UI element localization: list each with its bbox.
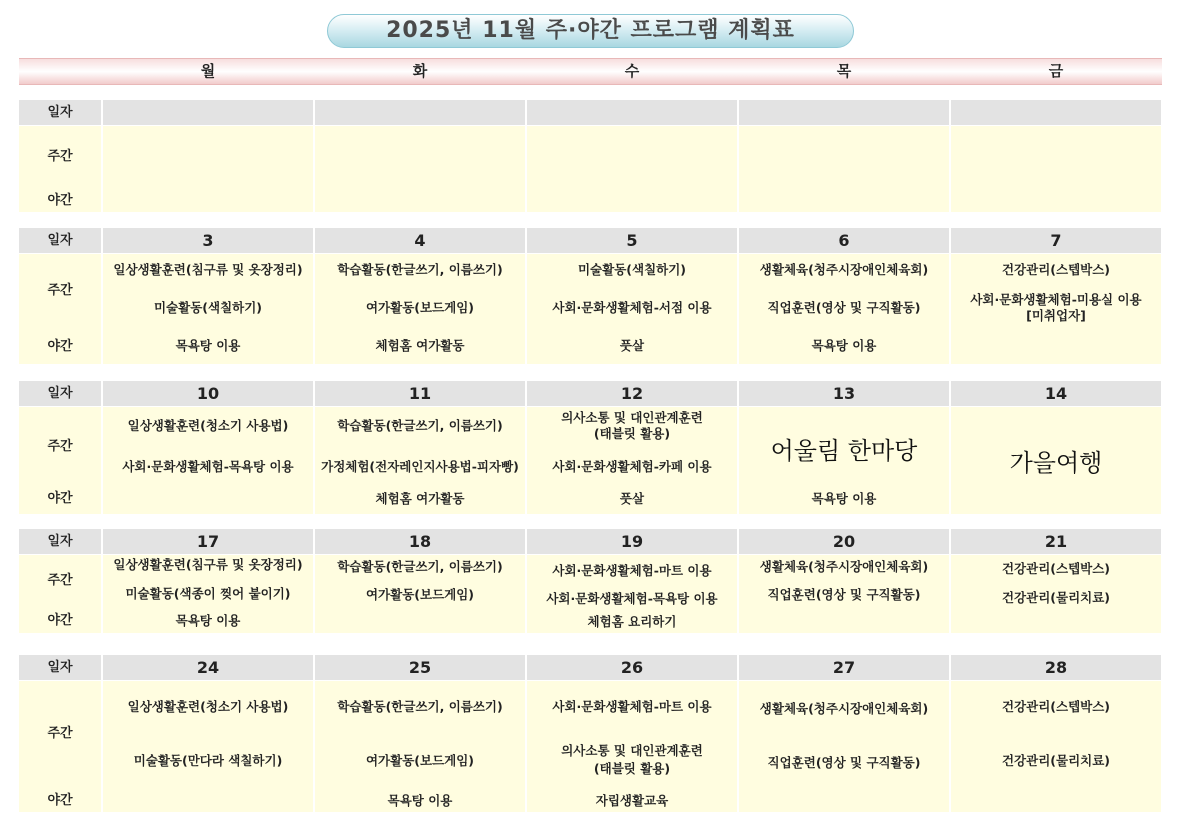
day-cell	[103, 126, 313, 212]
date-row-label: 일자	[47, 105, 73, 120]
date-number: 10	[196, 384, 220, 403]
program-item: 체험홈 요리하기	[587, 614, 677, 629]
program-item: 직업훈련(영상 및 구직활동)	[767, 755, 921, 770]
program-item: 건강관리(스텝박스)	[1001, 262, 1111, 277]
day-cell	[315, 126, 525, 212]
program-item: 건강관리(물리치료)	[1001, 590, 1111, 605]
date-number	[315, 100, 525, 125]
date-number: 26	[620, 658, 644, 677]
program-item: 목욕탕 이용	[175, 338, 241, 353]
date-number	[527, 100, 737, 125]
night-row-label: 야간	[47, 613, 73, 628]
program-item: 의사소통 및 대인관계훈련	[561, 743, 703, 758]
program-item: 생활체육(청주시장애인체육회)	[759, 559, 929, 574]
event-title: 가을여행	[1009, 449, 1103, 477]
program-item: 체험홈 여가활동	[375, 338, 465, 353]
program-item: 여가활동(보드게임)	[365, 587, 475, 602]
day-cell	[527, 126, 737, 212]
program-item: [미취업자]	[1026, 308, 1086, 323]
event-title: 어울림 한마당	[770, 437, 918, 465]
date-number: 14	[1044, 384, 1068, 403]
date-number: 28	[1044, 658, 1068, 677]
program-item: (태블릿 활용)	[593, 426, 671, 441]
date-number: 12	[620, 384, 644, 403]
date-number: 25	[408, 658, 432, 677]
weekday-thu: 목	[836, 62, 852, 80]
day-cell	[951, 126, 1161, 212]
program-item: 건강관리(물리치료)	[1001, 753, 1111, 768]
program-item: 일상생활훈련(청소기 사용법)	[127, 699, 289, 714]
program-item: 학습활동(한글쓰기, 이름쓰기)	[337, 699, 503, 714]
program-item: 일상생활훈련(침구류 및 옷장정리)	[113, 262, 303, 277]
date-number: 11	[408, 384, 432, 403]
day-cell	[739, 126, 949, 212]
week-block	[19, 655, 1162, 812]
week-block	[19, 228, 1162, 364]
day-row-label: 주간	[47, 726, 73, 741]
day-row-label: 주간	[47, 283, 73, 298]
program-item: 학습활동(한글쓰기, 이름쓰기)	[337, 418, 503, 433]
date-row-label: 일자	[47, 660, 73, 675]
date-number: 21	[1044, 532, 1068, 551]
weekday-header	[19, 58, 1162, 85]
program-item: 풋살	[619, 338, 645, 353]
date-number: 19	[620, 532, 644, 551]
day-row-label: 주간	[47, 149, 73, 164]
date-number: 18	[408, 532, 432, 551]
date-row-label: 일자	[47, 233, 73, 248]
date-number: 13	[832, 384, 856, 403]
program-item: 목욕탕 이용	[811, 491, 877, 506]
program-item: 사회·문화생활체험-서점 이용	[552, 300, 712, 315]
program-item: 목욕탕 이용	[811, 338, 877, 353]
night-row-label: 야간	[47, 491, 73, 506]
program-item: 자립생활교육	[595, 793, 669, 808]
date-number: 5	[626, 231, 638, 250]
date-number	[951, 100, 1161, 125]
program-item: 여가활동(보드게임)	[365, 300, 475, 315]
program-item: 목욕탕 이용	[175, 613, 241, 628]
week-block	[19, 100, 1162, 212]
program-item: 미술활동(색칠하기)	[577, 262, 687, 277]
weekday-fri: 금	[1048, 62, 1064, 80]
program-item: 건강관리(스텝박스)	[1001, 561, 1111, 576]
weekday-wed: 수	[624, 62, 640, 80]
date-number: 3	[202, 231, 214, 250]
program-item: 생활체육(청주시장애인체육회)	[759, 262, 929, 277]
program-item: 의사소통 및 대인관계훈련	[561, 410, 703, 425]
program-item: 사회·문화생활체험-목욕탕 이용	[546, 591, 718, 606]
week-block	[19, 529, 1162, 633]
page-title: 2025년 11월 주·야간 프로그램 계획표	[327, 14, 854, 48]
week-block	[19, 381, 1162, 514]
night-row-label: 야간	[47, 793, 73, 808]
program-item: 미술활동(만다라 색칠하기)	[133, 753, 283, 768]
day-row-label: 주간	[47, 439, 73, 454]
program-item: 가정체험(전자레인지사용법-피자빵)	[321, 459, 519, 474]
program-item: 사회·문화생활체험-마트 이용	[552, 563, 712, 578]
weekday-tue: 화	[412, 62, 428, 80]
program-item: 사회·문화생활체험-미용실 이용	[970, 292, 1142, 307]
date-number: 17	[196, 532, 220, 551]
program-item: 여가활동(보드게임)	[365, 753, 475, 768]
program-item: 학습활동(한글쓰기, 이름쓰기)	[337, 559, 503, 574]
program-item: 직업훈련(영상 및 구직활동)	[767, 587, 921, 602]
weekday-mon: 월	[200, 62, 216, 80]
program-item: 미술활동(색종이 찢어 붙이기)	[125, 586, 291, 601]
program-item: 목욕탕 이용	[387, 793, 453, 808]
date-number: 27	[832, 658, 856, 677]
night-row-label: 야간	[47, 193, 73, 208]
program-item: 체험홈 여가활동	[375, 491, 465, 506]
program-item: 사회·문화생활체험-카페 이용	[552, 459, 712, 474]
date-number: 20	[832, 532, 856, 551]
date-number	[103, 100, 313, 125]
date-row-label: 일자	[47, 386, 73, 401]
day-row-label: 주간	[47, 573, 73, 588]
program-item: 미술활동(색칠하기)	[153, 300, 263, 315]
program-item: 건강관리(스텝박스)	[1001, 699, 1111, 714]
program-item: (태블릿 활용)	[593, 761, 671, 776]
night-row-label: 야간	[47, 339, 73, 354]
program-item: 사회·문화생활체험-마트 이용	[552, 699, 712, 714]
program-item: 일상생활훈련(청소기 사용법)	[127, 418, 289, 433]
program-item: 풋살	[619, 491, 645, 506]
program-item: 사회·문화생활체험-목욕탕 이용	[122, 459, 294, 474]
date-row-label: 일자	[47, 534, 73, 549]
program-item: 학습활동(한글쓰기, 이름쓰기)	[337, 262, 503, 277]
program-item: 일상생활훈련(침구류 및 옷장정리)	[113, 557, 303, 572]
program-item: 직업훈련(영상 및 구직활동)	[767, 300, 921, 315]
date-number: 7	[1050, 231, 1062, 250]
date-number: 24	[196, 658, 220, 677]
program-item: 생활체육(청주시장애인체육회)	[759, 701, 929, 716]
date-number	[739, 100, 949, 125]
date-number: 6	[838, 231, 850, 250]
date-number: 4	[414, 231, 426, 250]
